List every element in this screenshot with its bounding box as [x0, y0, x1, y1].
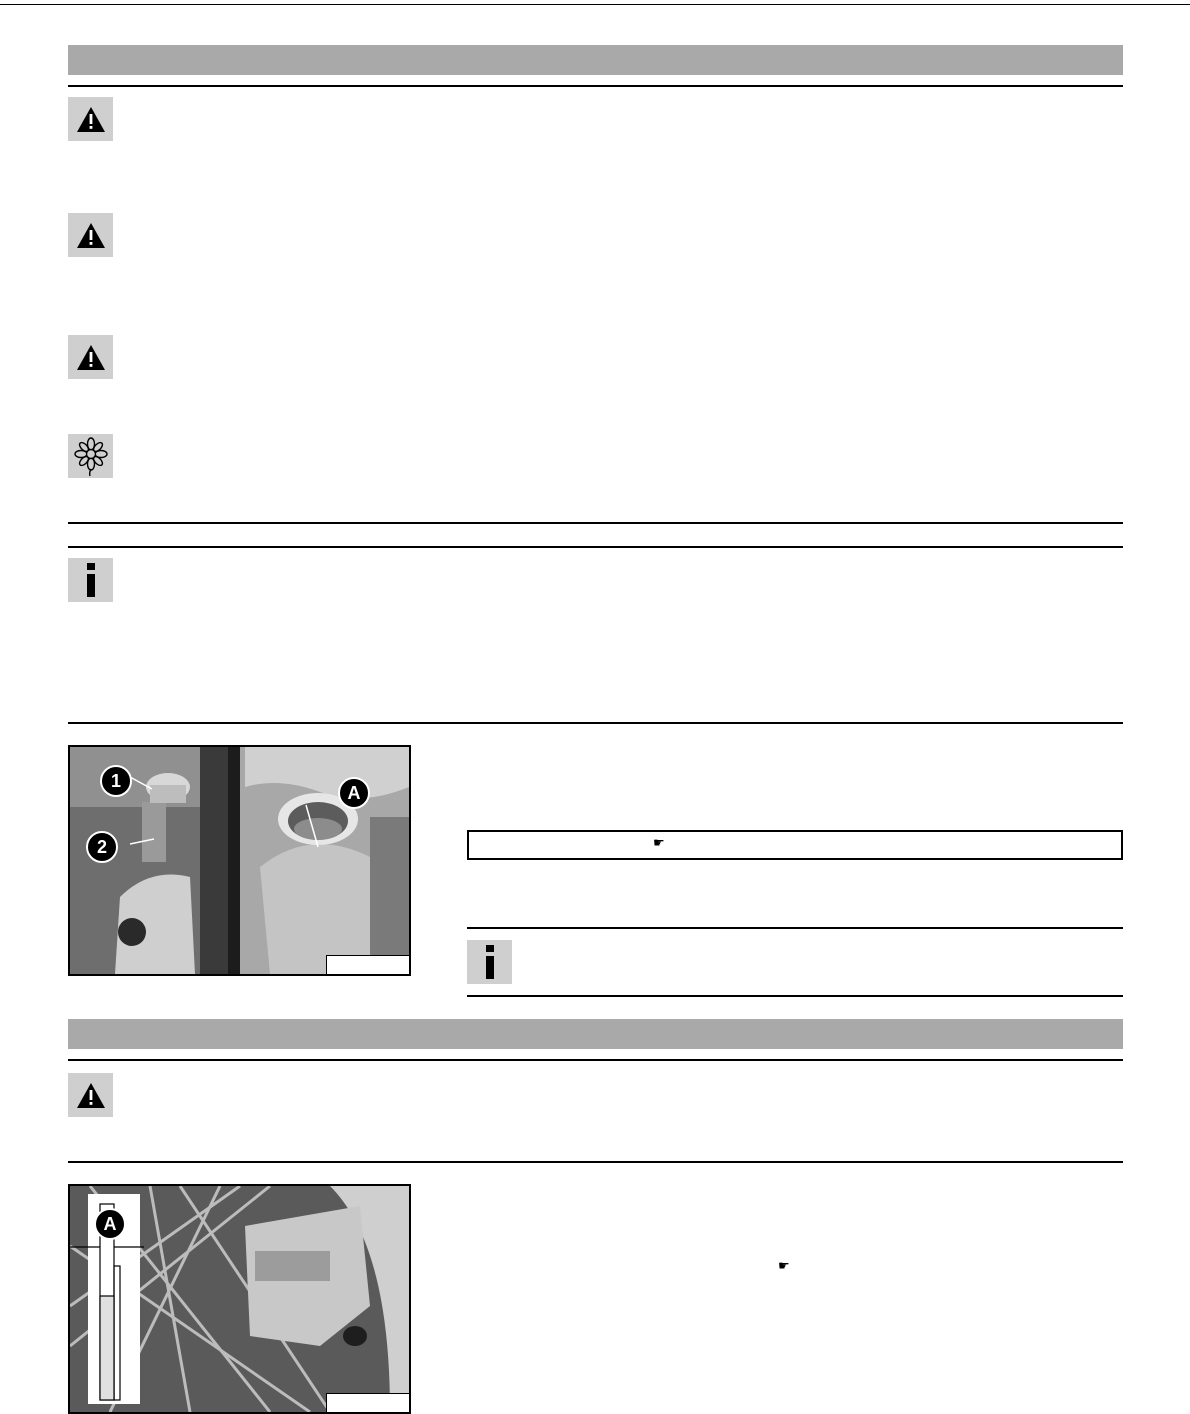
specification-box: [467, 830, 1123, 860]
section-divider: [68, 522, 1123, 524]
section-divider: [68, 1059, 1123, 1061]
brake-reservoir-photo: [68, 745, 411, 976]
section-divider: [68, 85, 1123, 87]
warning-triangle-icon: [68, 97, 113, 141]
brake-caliper-photo: [68, 1184, 411, 1414]
note-divider: [467, 927, 1123, 929]
pointing-hand-icon: ☛: [653, 835, 665, 850]
note-divider: [467, 995, 1123, 997]
info-icon: [467, 940, 512, 984]
section-header-bar: [68, 1019, 1123, 1049]
section-divider: [68, 722, 1123, 724]
flower-icon: [68, 434, 113, 478]
callout-marker: 2: [86, 831, 118, 863]
warning-triangle-icon: [68, 1073, 113, 1117]
pointing-hand-icon: ☛: [778, 1258, 790, 1273]
figure-label-box: [326, 1393, 409, 1412]
callout-marker: A: [94, 1208, 126, 1240]
section-divider: [68, 546, 1123, 548]
callout-marker: 1: [100, 765, 132, 797]
section-header-bar: [68, 45, 1123, 75]
warning-triangle-icon: [68, 213, 113, 257]
info-icon: [68, 558, 113, 602]
callout-marker: A: [338, 777, 370, 809]
figure-label-box: [326, 955, 409, 974]
section-divider: [68, 1161, 1123, 1163]
warning-triangle-icon: [68, 335, 113, 379]
page-top-rule: [0, 4, 1190, 5]
